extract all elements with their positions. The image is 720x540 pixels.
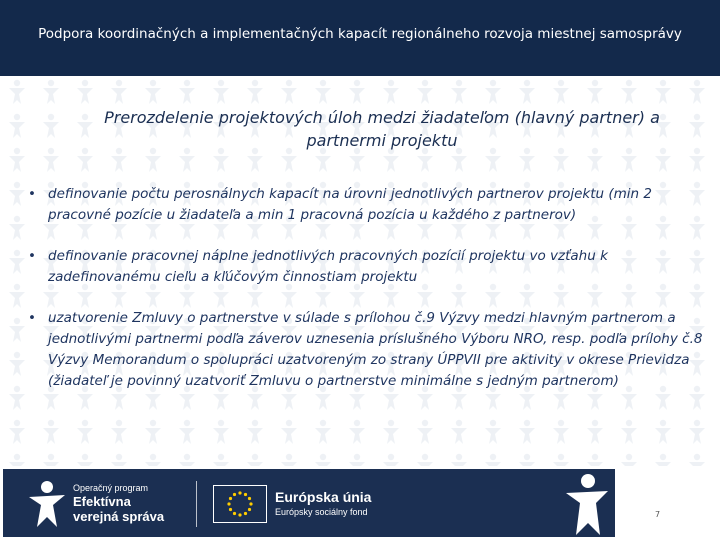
person-icon — [558, 469, 614, 539]
header-title: Podpora koordinačných a implementačných kapacít regionálneho rozvoja miestnej samosprávy — [38, 26, 682, 42]
page-number: 7 — [655, 510, 661, 519]
footer-band — [3, 469, 615, 537]
op-line2: Efektívna — [73, 494, 131, 509]
eu-logo-text — [275, 489, 371, 519]
bullet-marker: • — [28, 186, 36, 202]
bullet-item — [28, 184, 704, 226]
eu-flag-icon — [213, 485, 267, 523]
bullet-text: definovanie pracovnej náplne jednotlivých pracovných pozícií projektu vo vzťahu k zadefinovanému cieľu a kľúčovým činnostiam projektu — [48, 248, 608, 285]
bullet-text: definovanie počtu perosnálnych kapacít na úrovni jednotlivých partnerov projektu (min 2 pracovné pozície u žiadateľa a min 1 pracovná pozícia u každého z partnerov) — [48, 186, 652, 223]
footer-divider — [196, 481, 197, 527]
op-line3: verejná správa — [73, 509, 165, 524]
slide-title: Prerozdelenie projektových úloh medzi žiadateľom (hlavný partner) a partnermi projektu — [104, 108, 660, 150]
header-bar — [0, 0, 720, 76]
bullet-list — [28, 184, 704, 412]
bullet-text: uzatvorenie Zmluvy o partnerstve v súlade s prílohou č.9 Výzvy medzi hlavným partnerom a jednotlivými partnermi podľa záverov uznesenia príslušného Výboru NRO, resp. podľa prílohy č.8 Výzvy Memorandum o spolupráci uzatvoreným zo strany ÚPPVII pre aktivity v okrese Prievidza (žiadateľ je povinný uzatvoriť Zmluvu o partnerstve minimálne s jedným partnerom) — [48, 310, 703, 389]
bullet-marker: • — [28, 310, 36, 326]
op-logo-text — [73, 483, 164, 524]
eu-line1: Európska únia — [275, 489, 372, 505]
eu-line2: Európsky sociálny fond — [275, 507, 368, 517]
bullet-item — [28, 246, 704, 288]
person-star-icon — [25, 477, 71, 531]
op-line1: Operačný program — [73, 483, 149, 493]
bullet-item — [28, 308, 704, 392]
footer — [0, 466, 720, 540]
bullet-marker: • — [28, 248, 36, 264]
